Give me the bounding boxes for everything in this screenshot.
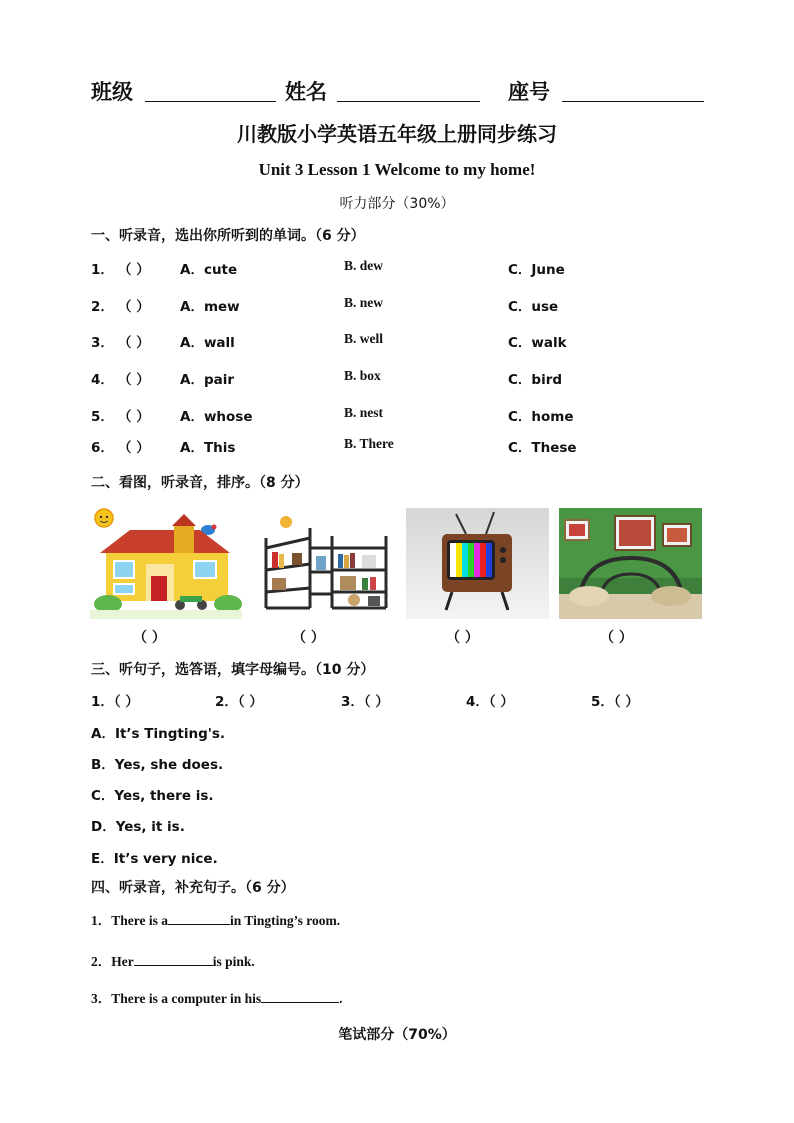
bedroom-picture	[559, 508, 702, 619]
fill-sentence-3	[91, 987, 343, 1007]
question-3-option-c: C．walk	[508, 335, 567, 351]
question-4-option-c: C．bird	[508, 372, 563, 388]
question-5-number: 5．	[91, 409, 114, 425]
question-4-number: 4．	[91, 372, 114, 388]
sentence-2-start: 2．Her	[91, 954, 134, 969]
answer-option: A．It’s Tingting's.	[91, 726, 226, 742]
section3-blank-5[interactable]: 5．（ ）	[591, 694, 639, 710]
question-3-answer-blank[interactable]: （ ）	[118, 335, 150, 351]
question-1-option-a: A．cute	[180, 262, 238, 278]
television-picture	[406, 508, 549, 619]
question-2-option-a: A．mew	[180, 299, 240, 315]
question-4-option-a: A．pair	[180, 372, 235, 388]
question-3-number: 3．	[91, 335, 114, 351]
question-4-option-b: B. box	[344, 368, 381, 383]
class-label: 班级	[91, 80, 133, 104]
question-1-number: 1．	[91, 262, 114, 278]
sentence-2-end: is pink.	[212, 954, 255, 969]
class-field[interactable]	[145, 101, 276, 102]
fill-sentence-2	[91, 950, 255, 970]
question-3-option-a: A．wall	[180, 335, 235, 351]
answer-option: B．Yes, she does.	[91, 757, 224, 773]
question-5-option-c: C．home	[508, 409, 574, 425]
question-2-option-c: C．use	[508, 299, 559, 315]
name-field[interactable]	[337, 101, 480, 102]
section3-blank-2[interactable]: 2．（ ）	[215, 694, 263, 710]
question-1-option-c: C．June	[508, 262, 565, 278]
question-6-option-b: B. There	[344, 436, 394, 451]
question-5-option-b: B. nest	[344, 405, 384, 420]
picture-2-answer-blank[interactable]: （ ）	[292, 630, 325, 646]
question-1-option-b: B. dew	[344, 258, 384, 273]
section3-blank-3[interactable]: 3．（ ）	[341, 694, 389, 710]
question-2-option-b: B. new	[344, 295, 384, 310]
picture-4-answer-blank[interactable]: （ ）	[600, 630, 633, 646]
name-label: 姓名	[285, 80, 327, 104]
section3-heading: 三、听句子，选答语，填字母编号。（10 分）	[91, 662, 375, 678]
question-6-option-a: A．This	[180, 440, 236, 456]
sentence-3-start: 3．There is a computer in his	[91, 991, 262, 1006]
house-picture	[90, 508, 242, 619]
sentence-1-blank[interactable]	[168, 924, 230, 925]
sun-icon	[95, 509, 113, 527]
sentence-2-blank[interactable]	[134, 965, 213, 966]
question-4-answer-blank[interactable]: （ ）	[118, 372, 150, 388]
question-3-option-b: B. well	[344, 331, 383, 346]
section3-blank-1[interactable]: 1．（ ）	[91, 694, 139, 710]
question-6-answer-blank[interactable]: （ ）	[118, 440, 150, 456]
answer-option: C．Yes, there is.	[91, 788, 214, 804]
sentence-1-start: 1．There is a	[91, 913, 168, 928]
listening-part-heading: 听力部分（30%）	[339, 196, 455, 212]
written-part-heading: 笔试部分（70%）	[338, 1027, 456, 1043]
section1-heading: 一、听录音，选出你所听到的单词。（6 分）	[91, 228, 365, 244]
seat-label: 座号	[508, 80, 550, 104]
question-5-option-a: A．whose	[180, 409, 253, 425]
page-subtitle: Unit 3 Lesson 1 Welcome to my home!	[258, 160, 536, 179]
bookshelf-picture	[258, 508, 390, 619]
question-2-number: 2．	[91, 299, 114, 315]
section3-blank-4[interactable]: 4．（ ）	[466, 694, 514, 710]
answer-option: E．It’s very nice.	[91, 851, 218, 867]
fill-sentence-1	[91, 909, 340, 929]
section4-heading: 四、听录音，补充句子。（6 分）	[91, 880, 295, 896]
question-2-answer-blank[interactable]: （ ）	[118, 299, 150, 315]
sentence-1-end: in Tingting’s room.	[230, 913, 341, 928]
picture-3-answer-blank[interactable]: （ ）	[446, 630, 479, 646]
question-6-option-c: C．These	[508, 440, 577, 456]
picture-1-answer-blank[interactable]: （ ）	[133, 630, 166, 646]
seat-field[interactable]	[562, 101, 704, 102]
question-5-answer-blank[interactable]: （ ）	[118, 409, 150, 425]
sentence-3-blank[interactable]	[261, 1002, 339, 1003]
page-title: 川教版小学英语五年级上册同步练习	[237, 122, 557, 146]
answer-option: D．Yes, it is.	[91, 819, 185, 835]
question-6-number: 6．	[91, 440, 114, 456]
section2-heading: 二、看图，听录音，排序。（8 分）	[91, 475, 309, 491]
question-1-answer-blank[interactable]: （ ）	[118, 262, 150, 278]
sentence-3-end: .	[339, 991, 343, 1006]
